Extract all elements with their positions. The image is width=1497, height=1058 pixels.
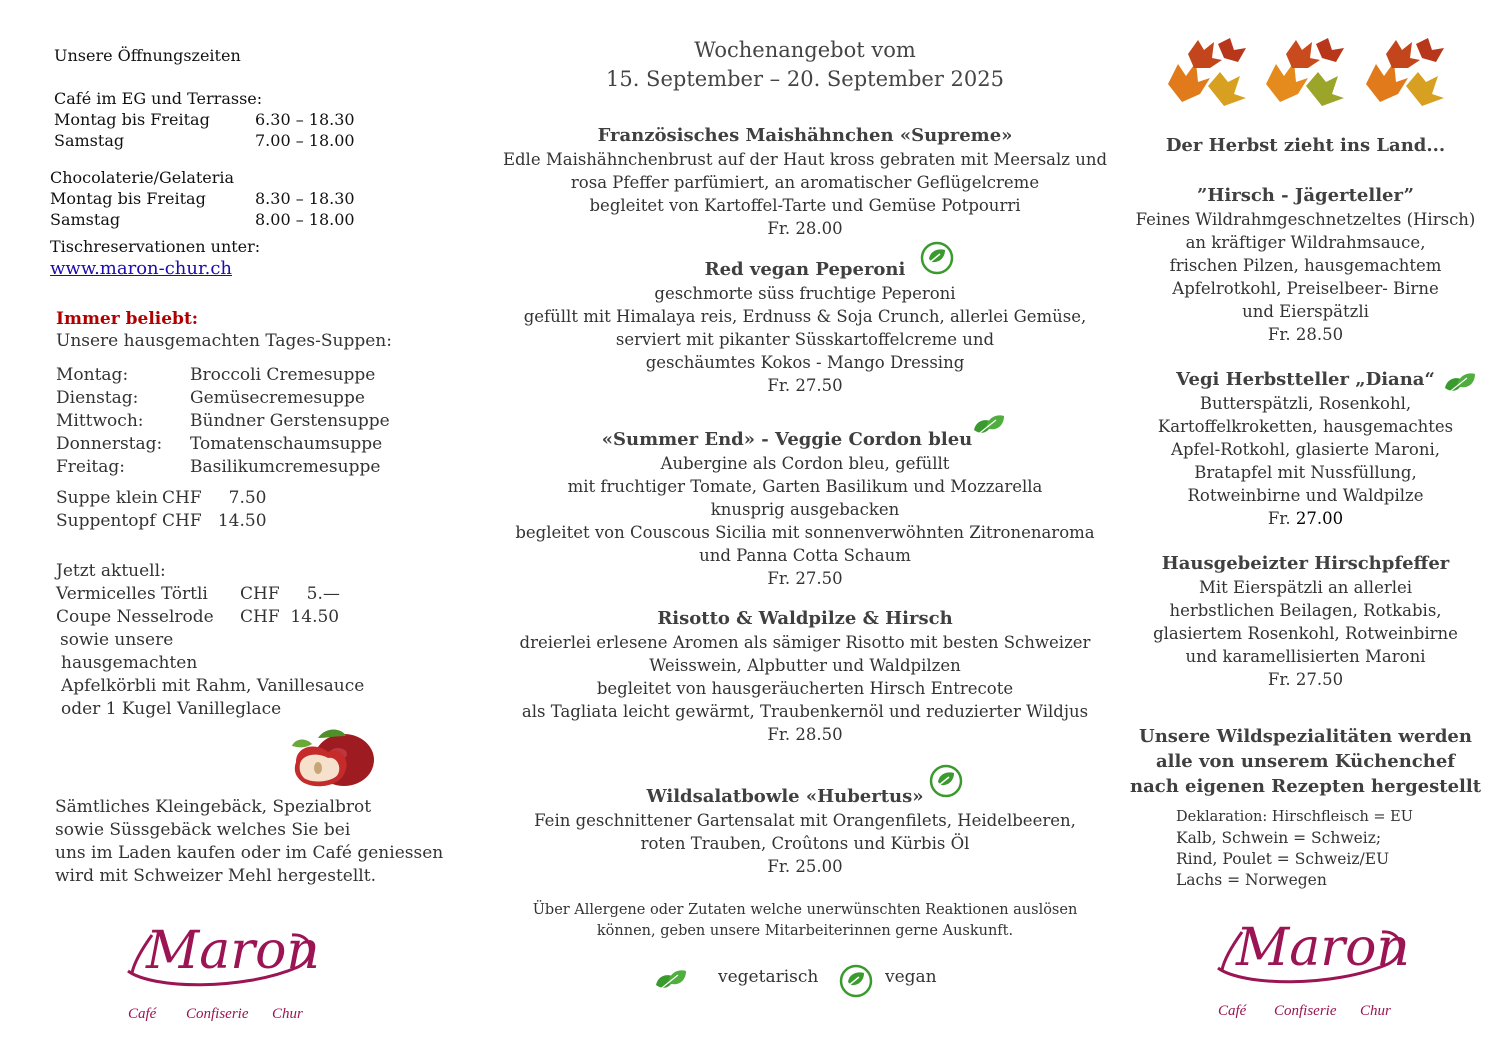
logo-sub: Chur [272,1006,303,1022]
dish-price: Fr. 27.50 [767,376,843,395]
logo-wordmark: Maron [146,921,320,981]
dish-line: geschmorte süss fruchtige Peperoni [654,284,956,303]
current-item: Coupe Nesselrode [56,607,214,627]
bakery-line: wird mit Schweizer Mehl hergestellt. [55,866,376,886]
dish-price: Fr. 28.50 [767,725,843,744]
dish-title: Risotto & Waldpilze & Hirsch [657,608,953,629]
declaration-line: Lachs = Norwegen [1176,871,1327,889]
soup-price-label: Suppentopf [56,511,156,531]
dish-line: Feines Wildrahmgeschnetzeltes (Hirsch) [1135,210,1476,229]
dish-line: und Eierspätzli [1242,302,1369,321]
wild-note-line: Unsere Wildspezialitäten werden [1139,726,1472,747]
current-item-price: CHF 5.— [240,584,340,604]
bakery-line: sowie Süssgebäck welches Sie bei [55,820,351,840]
dish-title: «Summer End» - Veggie Cordon bleu [601,429,973,450]
dish-price: Fr. 28.50 [1267,325,1344,344]
dish-block [495,258,1115,397]
dish-block [1128,368,1483,530]
dish-block [495,124,1115,240]
current-item-price: CHF 14.50 [240,607,340,627]
dish-price: Fr. 27.50 [1267,670,1344,689]
dish-line: roten Trauben, Croûtons und Kürbis Öl [640,834,970,853]
reservation-label: Tischreservationen unter: [50,237,261,256]
dish-line: und Panna Cotta Schaum [699,546,911,565]
logo-wordmark: Maron [1236,918,1410,978]
dish-line: dreierlei erlesene Aromen als sämiger Risotto mit besten Schweizer [519,633,1091,652]
dish-line: begleitet von hausgeräucherten Hirsch Entrecote [596,679,1014,698]
dish-price: Fr. 27.50 [767,569,843,588]
choco-row-day: Montag bis Freitag [50,189,206,208]
dish-line: Apfel-Rotkohl, glasierte Maroni, [1171,440,1440,459]
autumn-title: Der Herbst zieht ins Land... [1165,135,1446,156]
dish-title: ”Hirsch - Jägerteller” [1197,185,1414,206]
dish-line: begleitet von Couscous Sicilia mit sonnenverwöhnten Zitronenaroma [515,523,1095,542]
cafe-row-day: Montag bis Freitag [54,110,210,129]
logo-sub: Confiserie [1274,1003,1337,1019]
dish-title: Wildsalatbowle «Hubertus» [646,786,924,807]
popular-title: Immer beliebt: [56,309,199,329]
price-label: Fr. [1267,509,1291,528]
declaration-line: Kalb, Schwein = Schweiz; [1176,829,1382,847]
hours-title: Unsere Öffnungszeiten [54,46,241,65]
bakery-line: Sämtliches Kleingebäck, Spezialbrot [55,797,372,817]
allergen-note [495,900,1115,942]
apple-illustration [288,724,380,790]
soups-intro: Unsere hausgemachten Tages-Suppen: [56,331,392,351]
dish-block [495,607,1115,746]
dish-line: Butterspätzli, Rosenkohl, [1199,394,1412,413]
dish-line: Weisswein, Alpbutter und Waldpilzen [649,656,961,675]
price-value: 27.00 [1295,509,1344,528]
legend-vegan: vegan [885,967,937,987]
soup-name: Broccoli Cremesuppe [190,365,376,385]
dish-line: Mit Eierspätzli an allerlei [1198,578,1413,597]
autumn-leaves-illustration [1158,34,1458,114]
current-title: Jetzt aktuell: [56,561,166,581]
dish-line: geschäumtes Kokos - Mango Dressing [645,353,965,372]
cafe-row-time: 6.30 – 18.30 [255,110,355,129]
dish-title: Vegi Herbstteller „Diana“ [1176,369,1435,390]
soup-price: CHF 7.50 [162,488,267,508]
declaration-line: Rind, Poulet = Schweiz/EU [1176,850,1390,868]
vegan-icon [839,964,873,998]
current-item: Vermicelles Törtli [56,584,208,604]
dish-line: frischen Pilzen, hausgemachtem [1169,256,1442,275]
soup-price: CHF 14.50 [162,511,267,531]
dish-line: Apfelrotkohl, Preiselbeer- Birne [1172,279,1439,298]
soup-name: Gemüsecremesuppe [190,388,365,408]
dish-line: Fein geschnittener Gartensalat mit Orangenfilets, Heidelbeeren, [534,811,1076,830]
choco-row-time: 8.30 – 18.30 [255,189,355,208]
bakery-line: uns im Laden kaufen oder im Café geniessen [55,843,444,863]
maron-logo [122,915,322,1030]
soup-name: Bündner Gerstensuppe [190,411,390,431]
dish-line: rosa Pfeffer parfümiert, an aromatischer Geflügelcreme [570,173,1040,192]
wild-note-line: nach eigenen Rezepten hergestellt [1129,776,1482,797]
soup-price-label: Suppe klein [56,488,159,508]
extra-line: oder 1 Kugel Vanilleglace [61,699,282,719]
soup-name: Tomatenschaumsuppe [190,434,383,454]
legend-vegetarian: vegetarisch [718,967,819,987]
dish-title: Hausgebeizter Hirschpfeffer [1161,553,1450,574]
dish-line: Aubergine als Cordon bleu, gefüllt [660,454,950,473]
dish-line: Edle Maishähnchenbrust auf der Haut kross gebraten mit Meersalz und [502,150,1108,169]
vegetarian-icon [1443,370,1477,398]
soup-day: Mittwoch: [56,411,144,431]
allergen-line: Über Allergene oder Zutaten welche unerwünschten Reaktionen auslösen [532,902,1078,918]
wild-note [1128,724,1483,799]
dish-line: gefüllt mit Himalaya reis, Erdnuss & Soja Crunch, allerlei Gemüse, [523,307,1087,326]
dish-title: Red vegan Peperoni [704,259,906,280]
dish-block [1128,184,1483,346]
dish-line: als Tagliata leicht gewärmt, Traubenkernöl und reduzierter Wildjus [521,702,1089,721]
soup-day: Dienstag: [56,388,139,408]
website-link[interactable]: www.maron-chur.ch [50,258,233,279]
vegan-icon [920,241,954,275]
header-line: Wochenangebot vom [694,38,916,62]
dish-title: Französisches Maishähnchen «Supreme» [597,125,1013,146]
week-header [495,36,1115,94]
declaration-line: Deklaration: Hirschfleisch = EU [1176,809,1413,825]
soup-day: Freitag: [56,457,125,477]
dish-line: und karamellisierten Maroni [1185,647,1426,666]
cafe-row-day: Samstag [54,131,125,150]
dish-block [495,785,1115,878]
dish-line: begleitet von Kartoffel-Tarte und Gemüse Potpourri [589,196,1021,215]
soup-day: Montag: [56,365,129,385]
choco-title: Chocolaterie/Gelateria [50,168,235,187]
dish-price [1128,507,1483,530]
dish-block [495,428,1115,590]
declaration [1176,807,1413,891]
cafe-row-time: 7.00 – 18.00 [255,131,355,150]
dish-line: knusprig ausgebacken [710,500,900,519]
cafe-title: Café im EG und Terrasse: [54,89,263,108]
dish-line: herbstlichen Beilagen, Rotkabis, [1169,601,1442,620]
logo-sub: Café [1218,1003,1247,1019]
dish-line: mit fruchtiger Tomate, Garten Basilikum und Mozzarella [567,477,1043,496]
soup-name: Basilikumcremesuppe [190,457,381,477]
vegan-icon [929,764,963,798]
dish-line: glasiertem Rosenkohl, Rotweinbirne [1153,624,1458,643]
choco-row-day: Samstag [50,210,121,229]
dish-line: Kartoffelkroketten, hausgemachtes [1157,417,1454,436]
dish-line: an kräftiger Wildrahmsauce, [1185,233,1426,252]
extra-line: Apfelkörbli mit Rahm, Vanillesauce [61,676,365,696]
allergen-line: können, geben unsere Mitarbeiterinnen gerne Auskunft. [596,923,1014,939]
header-line: 15. September – 20. September 2025 [605,67,1004,91]
logo-sub: Café [128,1006,157,1022]
wild-note-line: alle von unserem Küchenchef [1155,751,1456,772]
maron-logo [1212,912,1412,1027]
extra-line: hausgemachten [61,653,198,673]
choco-row-time: 8.00 – 18.00 [255,210,355,229]
logo-sub: Chur [1360,1003,1391,1019]
logo-sub: Confiserie [186,1006,249,1022]
soup-day: Donnerstag: [56,434,163,454]
dish-line: Rotweinbirne und Waldpilze [1187,486,1424,505]
vegetarian-icon [972,412,1006,440]
extra-line: sowie unsere [60,630,174,650]
autumn-section [1128,134,1483,158]
dish-price: Fr. 25.00 [767,857,843,876]
vegetarian-icon [654,967,688,995]
dish-line: serviert mit pikanter Süsskartoffelcreme und [615,330,995,349]
dish-block [1128,552,1483,691]
dish-price: Fr. 28.00 [767,219,843,238]
dish-line: Bratapfel mit Nussfüllung, [1194,463,1417,482]
